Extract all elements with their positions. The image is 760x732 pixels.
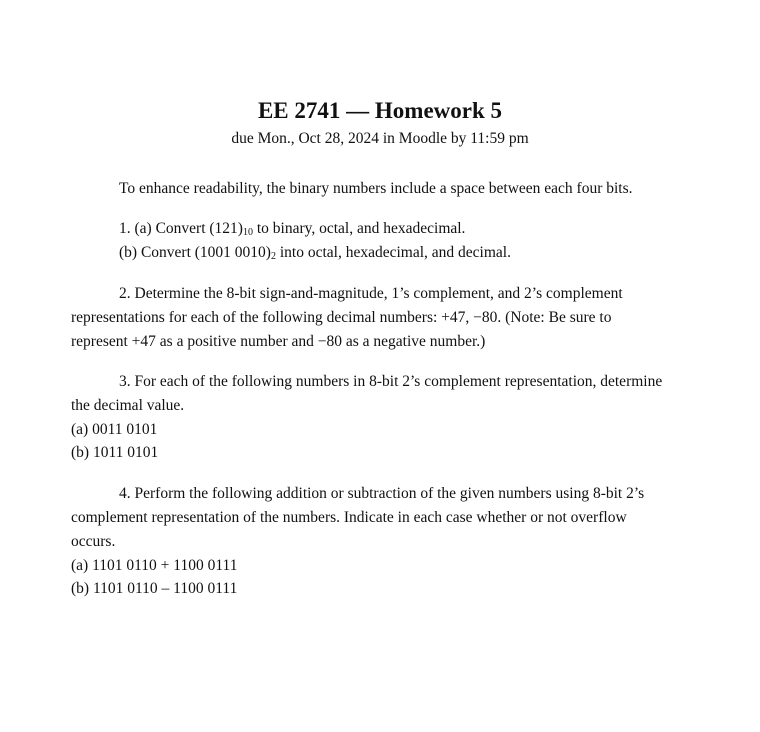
- problem-4a: (a) 1101 0110 + 1100 0111: [71, 557, 238, 574]
- problem-1a-suffix: to binary, octal, and hexadecimal.: [252, 220, 466, 237]
- problem-3-line-1: 3. For each of the following numbers in 8-bit 2’s complement representation, determine: [119, 373, 663, 390]
- due-date: due Mon., Oct 28, 2024 in Moodle by 11:59 pm: [231, 130, 529, 147]
- problem-4b: (b) 1101 0110 – 1100 0111: [71, 580, 238, 597]
- problem-3b: (b) 1011 0101: [71, 444, 159, 461]
- problem-1b-suffix: into octal, hexadecimal, and decimal.: [275, 244, 511, 261]
- problem-1a-base: 10: [242, 227, 253, 238]
- problem-4-line-1: 4. Perform the following addition or subtraction of the given numbers using 8-bit 2’s: [119, 485, 645, 502]
- problem-3a: (a) 0011 0101: [71, 421, 158, 438]
- problem-2-line-3: represent +47 as a positive number and −80 as a negative number.): [71, 333, 486, 350]
- problem-4-line-3: occurs.: [71, 533, 116, 550]
- page-title: EE 2741 — Homework 5: [257, 98, 503, 123]
- problem-1a-prefix: 1. (a) Convert (121): [119, 220, 243, 237]
- problem-2-line-1: 2. Determine the 8-bit sign-and-magnitude, 1’s complement, and 2’s complement: [119, 285, 623, 302]
- intro-text: To enhance readability, the binary numbers include a space between each four bits.: [119, 180, 633, 197]
- problem-1b-base: 2: [270, 251, 276, 262]
- problem-3-line-2: the decimal value.: [71, 397, 185, 414]
- problem-1b-prefix: (b) Convert (1001 0010): [119, 244, 271, 261]
- problem-1b: [119, 243, 511, 263]
- problem-4-line-2: complement representation of the numbers. Indicate in each case whether or not overflow: [71, 509, 627, 526]
- problem-1a: [119, 219, 465, 239]
- problem-2-line-2: representations for each of the following decimal numbers: +47, −80. (Note: Be sure to: [71, 309, 612, 326]
